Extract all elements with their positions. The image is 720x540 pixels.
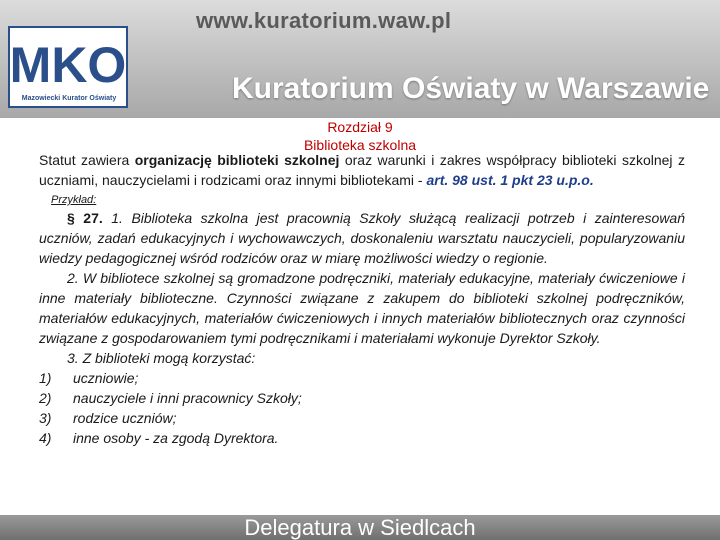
chapter-heading (0, 118, 720, 154)
logo-caption: Mazowiecki Kurator Oświaty (21, 95, 117, 102)
list-item (39, 368, 685, 388)
footer-bar (0, 515, 720, 540)
list-item-number: 4) (39, 430, 52, 446)
list-item (39, 428, 685, 448)
list-item-text: rodzice uczniów; (73, 410, 177, 426)
logo-letters: MKO (9, 37, 127, 93)
legal-reference: art. 98 ust. 1 pkt 23 u.p.o. (426, 172, 594, 188)
section-sign: § 27. (67, 210, 103, 226)
main-content (39, 150, 685, 448)
header-banner (0, 0, 720, 118)
list-item (39, 408, 685, 428)
paragraph-2: 2. W bibliotece szkolnej są gromadzone podręczniki, materiały edukacyjne, materiały ćwiczeniowe i inne materiały biblioteczne. Czynności związane z zakupem do biblioteki szkolnej podręczników, materiałów edukacyjnych, materiałów ćwiczeniowych i innych materiałów bibliotecznych oraz czynności związane z gospodarowaniem tymi podręcznikami i materiałami wykonuje Dyrektor Szkoły. (39, 270, 685, 346)
list-item (39, 388, 685, 408)
list-item-text: uczniowie; (73, 370, 139, 386)
eligible-users-list (39, 368, 685, 448)
list-item-number: 1) (39, 370, 52, 386)
chapter-number: Rozdział 9 (327, 119, 393, 135)
list-item-text: nauczyciele i inni pracownicy Szkoły; (73, 390, 302, 406)
list-item-number: 3) (39, 410, 52, 426)
intro-text: Statut zawiera (39, 152, 135, 168)
example-label: Przykład: (51, 194, 97, 206)
intro-bold: organizację biblioteki szkolnej (134, 152, 340, 168)
paragraph-1-text: 1. Biblioteka szkolna jest pracownią Szkoły służącą realizacji potrzeb i zainteresowań uczniów, zadań edukacyjnych i wychowawczych, doskonaleniu warsztatu nauczycieli, popularyzowaniu wiedzy pedagogicznej wśród rodziców oraz w miarę możliwości wiedzy o regionie. (39, 210, 686, 266)
footer-text: Delegatura w Siedlcach (244, 515, 476, 540)
list-item-number: 2) (39, 390, 52, 406)
intro-text-2: oraz warunki i zakres współpracy biblioteki szkolnej z uczniami, nauczycielami i rodzicami oraz innymi bibliotekami - (39, 152, 685, 188)
paragraph-3: 3. Z biblioteki mogą korzystać: (67, 350, 256, 366)
list-item-text: inne osoby - za zgodą Dyrektora. (73, 430, 279, 446)
section-27 (39, 208, 685, 448)
mko-logo (8, 26, 128, 108)
site-url[interactable]: www.kuratorium.waw.pl (196, 8, 452, 33)
intro-paragraph (39, 150, 685, 190)
paragraph-1 (39, 208, 685, 268)
chapter-title: Biblioteka szkolna (303, 137, 417, 153)
page-title: Kuratorium Oświaty w Warszawie (232, 72, 710, 105)
mko-logo-icon (9, 34, 127, 93)
